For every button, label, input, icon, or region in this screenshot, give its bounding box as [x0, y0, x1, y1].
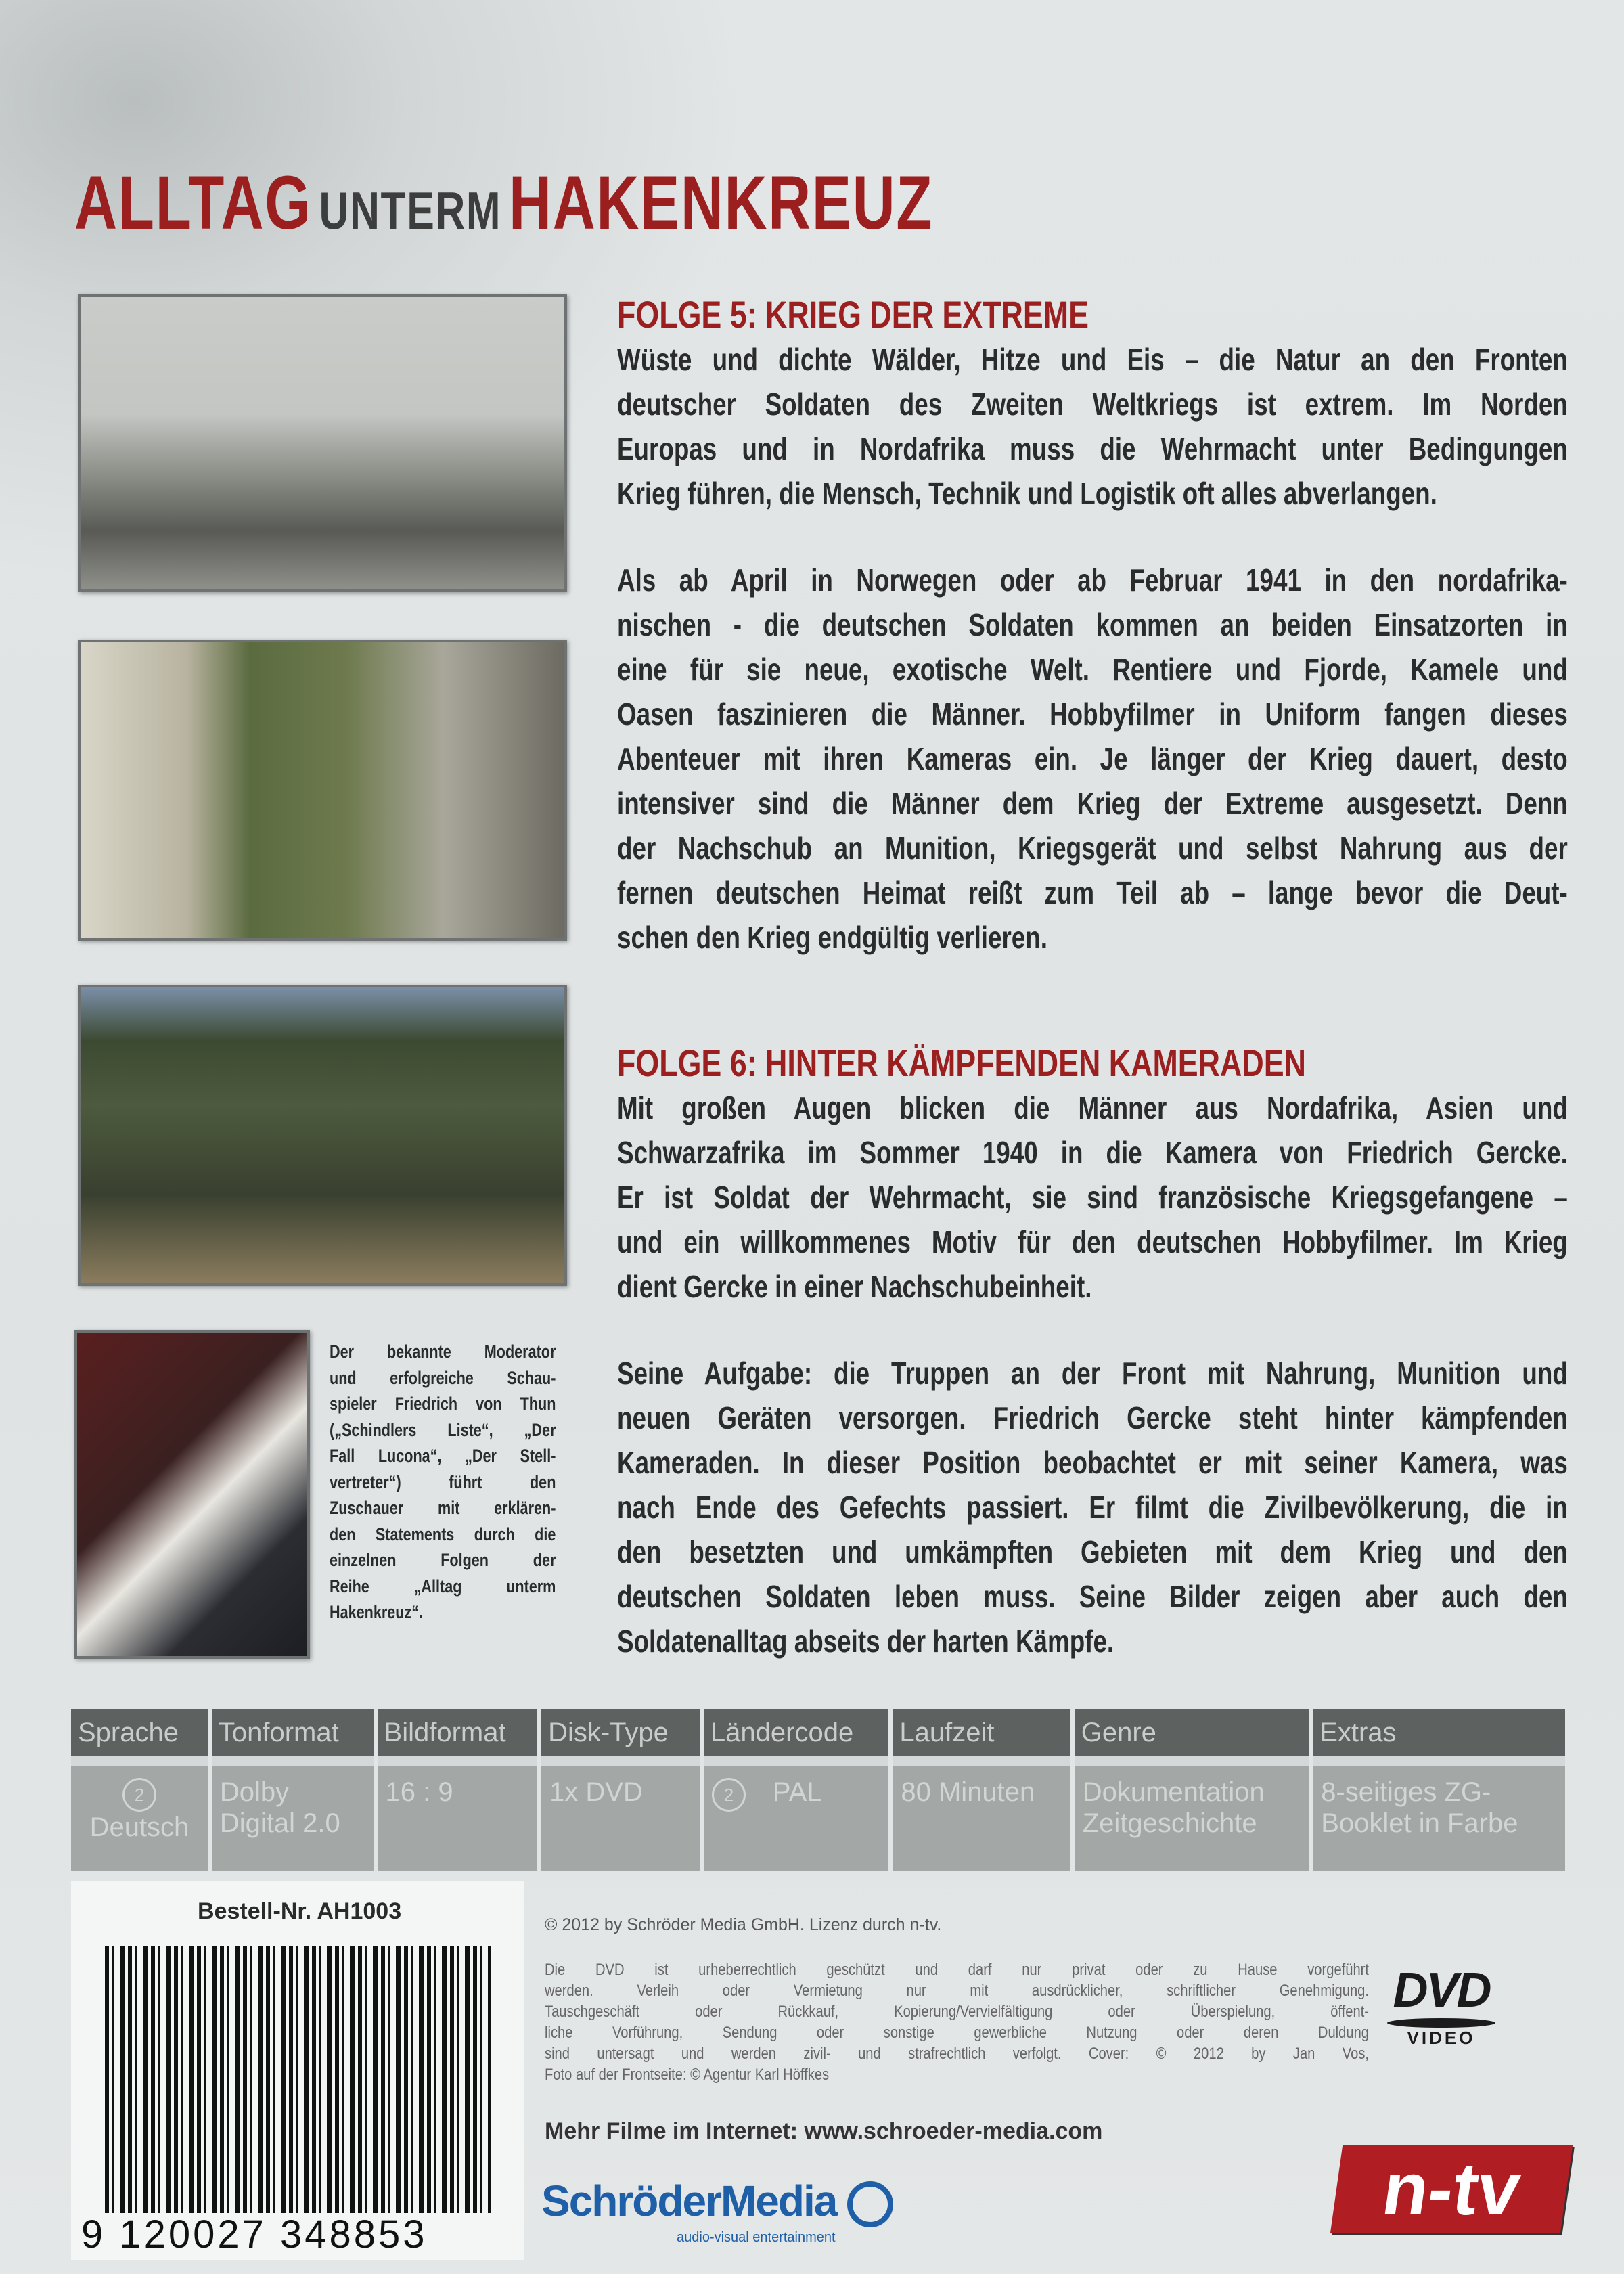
specs-table [67, 1709, 1569, 1871]
spec-header: Ländercode [704, 1709, 888, 1766]
text-line: intensiver sind die Männer dem Krieg der Extreme ausgesetzt. Denn [617, 786, 1568, 821]
text-line: Der bekannte Moderator [330, 1341, 556, 1362]
episode6-heading: FOLGE 6: HINTER KÄMPFENDEN KAMERADEN [617, 1042, 1306, 1084]
spec-value [541, 1766, 700, 1871]
text-line: spieler Friedrich von Thun [330, 1394, 556, 1414]
spec-header: Bildformat [378, 1709, 538, 1766]
text-line: fernen deutschen Heimat reißt zum Teil ab – lange bevor die Deut- [617, 875, 1568, 910]
text-line: Hakenkreuz“. [330, 1602, 424, 1622]
text-line: eine für sie neue, exotische Welt. Rentiere und Fjorde, Kamele und [617, 652, 1568, 687]
copyright: © 2012 by Schröder Media GmbH. Lizenz durch n-tv. [545, 1915, 942, 1934]
spec-header: Genre [1075, 1709, 1309, 1766]
text-line: und ein willkommenes Motiv für den deutschen Hobbyfilmer. Im Krieg [617, 1224, 1568, 1259]
text-line: dient Gercke in einer Nachschubeinheit. [617, 1269, 1092, 1304]
region-disc-icon: 2 [712, 1778, 746, 1812]
spec-header: Sprache [71, 1709, 208, 1766]
text-line: werden. Verleih oder Vermietung nur mit ausdrücklicher, schriftlicher Genehmigung. [545, 1982, 1369, 2000]
spec-header: Disk-Type [541, 1709, 700, 1766]
episode5-paragraph1 [617, 337, 1568, 516]
text-line: Wüste und dichte Wälder, Hitze und Eis – die Natur an den Fronten [617, 342, 1568, 377]
episode6-section [617, 1041, 1568, 1664]
series-title [74, 159, 933, 246]
text-line: Fall Lucona“, „Der Stell- [330, 1446, 556, 1466]
spec-value [1313, 1766, 1565, 1871]
text-line: einzelnen Folgen der [330, 1550, 556, 1570]
disc-icon [1387, 2018, 1495, 2028]
spec-value [71, 1766, 208, 1871]
presenter-caption [330, 1339, 556, 1626]
spec-header: Extras [1313, 1709, 1565, 1766]
spec-value [378, 1766, 538, 1871]
spec-value [1075, 1766, 1309, 1871]
dvd-video-logo [1374, 1963, 1509, 2049]
publisher-swirl-icon [847, 2181, 893, 2227]
spec-value-line: Deutsch [89, 1812, 189, 1842]
text-line: Zuschauer mit erklären- [330, 1498, 556, 1518]
text-line: deutschen Soldaten leben muss. Seine Bilder zeigen aber auch den [617, 1579, 1568, 1614]
text-line: Tauschgeschäft oder Rückkauf, Kopierung/Vervielfältigung oder Überspielung, öffent- [545, 2003, 1369, 2021]
still-soldiers-on-horseback [78, 640, 567, 941]
episode6-paragraph1 [617, 1086, 1568, 1309]
text-line: („Schindlers Liste“, „Der [330, 1419, 556, 1440]
dvd-logo-sub: VIDEO [1407, 2028, 1476, 2048]
text-line: Mit großen Augen blicken die Männer aus Nordafrika, Asien und [617, 1090, 1568, 1125]
text-line: liche Vorführung, Sendung oder sonstige gewerbliche Nutzung oder deren Duldung [545, 2024, 1369, 2042]
specs-header-row [71, 1709, 1565, 1766]
text-line: den Statements durch die [330, 1523, 556, 1544]
publisher-logo-text: SchröderMedia [541, 2177, 837, 2225]
spec-value-line: PAL [772, 1777, 822, 1807]
text-line: Foto auf der Frontseite: © Agentur Karl Höffkes [545, 2066, 830, 2084]
text-line: sind untersagt und werden zivil- und strafrechtlich verfolgt. Cover: © 2012 by Jan Vos, [545, 2045, 1369, 2063]
episode5-paragraph2 [617, 558, 1568, 960]
order-number: Bestell-Nr. AH1003 [198, 1898, 402, 1924]
text-line: Als ab April in Norwegen oder ab Februar 1941 in den nordafrika- [617, 562, 1568, 598]
ntv-logo: n-tv [1330, 2145, 1573, 2233]
text-line: Er ist Soldat der Wehrmacht, sie sind französische Kriegsgefangene – [617, 1180, 1568, 1215]
spec-value-line: 16 : 9 [385, 1777, 453, 1807]
text-line: schen den Krieg endgültig verlieren. [617, 920, 1047, 955]
ean-number: 9 120027 348853 [81, 2212, 428, 2256]
presenter-portrait [74, 1330, 310, 1659]
spec-value-line: Booklet in Farbe [1321, 1808, 1518, 1838]
title-part2: UNTERM [319, 181, 502, 240]
spec-value-line: Zeitgeschichte [1082, 1808, 1257, 1838]
spec-header: Laufzeit [893, 1709, 1070, 1766]
still-smiling-soldiers [78, 985, 567, 1286]
text-line: vertreter“) führt den [330, 1471, 556, 1492]
specs-value-row [71, 1766, 1565, 1871]
spec-value [893, 1766, 1070, 1871]
text-line: Abenteuer mit ihren Kameras ein. Je länger der Krieg dauert, desto [617, 741, 1568, 776]
still-soldiers-with-gun [78, 294, 567, 592]
episode6-paragraph2 [617, 1351, 1568, 1664]
spec-value-line: Dolby [219, 1777, 290, 1807]
spec-value-line: 8-seitiges ZG- [1321, 1777, 1491, 1807]
text-line: Oasen faszinieren die Männer. Hobbyfilmer in Uniform fangen dieses [617, 696, 1568, 732]
text-line: deutscher Soldaten des Zweiten Weltkriegs ist extrem. Im Norden [617, 386, 1568, 422]
text-line: nischen - die deutschen Soldaten kommen an beiden Einsatzorten in [617, 607, 1568, 642]
text-line: Schwarzafrika im Sommer 1940 in die Kamera von Friedrich Gercke. [617, 1135, 1568, 1170]
spec-value-line: Digital 2.0 [219, 1808, 340, 1838]
spec-value [704, 1766, 888, 1871]
text-line: Die DVD ist urheberrechtlich geschützt und darf nur privat oder zu Hause vorgeführt [545, 1961, 1369, 1979]
text-line: Kameraden. In dieser Position beobachtet er mit seiner Kamera, was [617, 1445, 1568, 1480]
publisher-tagline: audio-visual entertainment [677, 2230, 836, 2245]
text-line: Seine Aufgabe: die Truppen an der Front mit Nahrung, Munition und [617, 1356, 1568, 1391]
spec-value-line: 1x DVD [549, 1777, 643, 1807]
spec-value-line: 80 Minuten [901, 1777, 1035, 1807]
text-line: und erfolgreiche Schau- [330, 1367, 556, 1388]
title-part3: HAKENKREUZ [509, 160, 934, 245]
text-line: nach Ende des Gefechts passiert. Er filmt die Zivilbevölkerung, die in [617, 1490, 1568, 1525]
text-line: den besetzten und umkämpften Gebieten mit dem Krieg und den [617, 1534, 1568, 1569]
more-films-link[interactable]: Mehr Filme im Internet: www.schroeder-media.com [545, 2118, 1103, 2144]
text-line: Reihe „Alltag unterm [330, 1576, 556, 1597]
episode5-heading: FOLGE 5: KRIEG DER EXTREME [617, 293, 1089, 336]
spec-value-line: Dokumentation [1082, 1777, 1265, 1807]
text-line: Europas und in Nordafrika muss die Wehrmacht unter Bedingungen [617, 431, 1568, 466]
spec-value [212, 1766, 374, 1871]
text-line: Krieg führen, die Mensch, Technik und Logistik oft alles abverlangen. [617, 476, 1437, 511]
text-line: Soldatenalltag abseits der harten Kämpfe. [617, 1624, 1114, 1659]
publisher-logo [541, 2176, 893, 2227]
region-disc-icon: 2 [122, 1778, 156, 1812]
title-part1: ALLTAG [74, 160, 312, 245]
legal-notice [545, 1959, 1391, 2085]
text-line: neuen Geräten versorgen. Friedrich Gercke steht hinter kämpfenden [617, 1400, 1568, 1435]
dvd-logo-text: DVD [1393, 1963, 1490, 2017]
barcode-icon [105, 1946, 491, 2213]
spec-header: Tonformat [212, 1709, 374, 1766]
episode5-section [617, 292, 1568, 960]
text-line: der Nachschub an Munition, Kriegsgerät und selbst Nahrung aus der [617, 830, 1568, 866]
